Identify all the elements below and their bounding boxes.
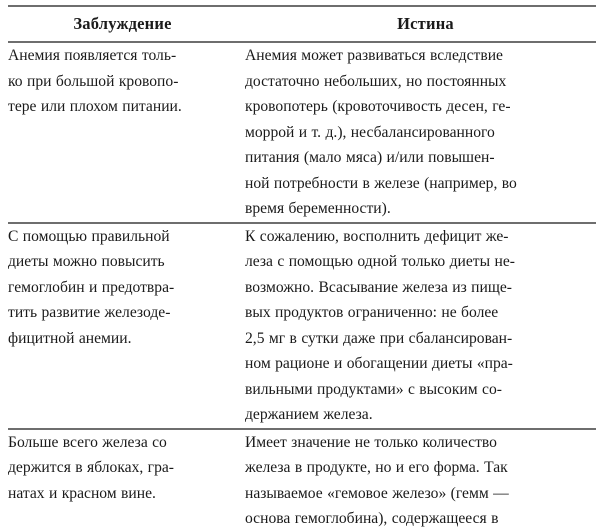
misconceptions-truth-table — [8, 5, 596, 532]
cell-text — [245, 43, 596, 222]
text-line: Имеет значение не только количество — [245, 433, 497, 451]
text-line: гемоглобин и предотвра- — [8, 278, 175, 296]
table-header-row — [8, 7, 596, 41]
text-line: вильными продуктами» с высоким со- — [245, 380, 502, 398]
text-line: тере или плохом питании. — [8, 98, 182, 115]
text-line: держится в яблоках, гра- — [8, 459, 174, 476]
cell-truth — [245, 430, 596, 532]
cell-misconception — [8, 224, 245, 428]
text-line: леза с помощью одной только диеты не- — [245, 253, 515, 270]
text-line: К сожалению, восполнить дефицит же- — [245, 227, 509, 245]
table-row — [8, 224, 596, 428]
text-line: Анемия может развиваться вследствие — [245, 47, 503, 64]
text-line: ном рационе и обогащении диеты «пра- — [245, 355, 513, 372]
text-line: фицитной анемии. — [8, 329, 132, 347]
text-line: ной потребности в железе (например, во — [245, 174, 517, 192]
text-line: держанием железа. — [245, 406, 373, 423]
cell-text — [8, 43, 245, 120]
text-line: железа в продукте, но и его форма. Так — [245, 459, 508, 476]
text-line: ко при большой кровопо- — [8, 72, 179, 90]
text-line: называемое «гемовое железо» (гемм — — [245, 484, 509, 502]
text-line: время беременности). — [245, 200, 391, 217]
text-line: кровопотерь (кровоточивость десен, ге- — [245, 98, 511, 115]
text-line: вых продуктов ограниченно: не более — [245, 304, 499, 321]
column-header-misconception: Заблуждение — [73, 14, 172, 33]
table-row — [8, 430, 596, 532]
cell-text — [8, 224, 245, 352]
text-line: моррой и т. д.), несбалансированного — [245, 123, 495, 141]
text-line: возможно. Всасывание железа из пище- — [245, 278, 512, 296]
text-line: достаточно небольших, но постоянных — [245, 72, 507, 90]
text-line: Анемия появляется толь- — [8, 47, 177, 64]
cell-text — [245, 430, 596, 532]
text-line: С помощью правильной — [8, 227, 170, 245]
column-header-truth: Истина — [397, 14, 454, 33]
text-line: питания (мало мяса) и/или повышен- — [245, 149, 495, 166]
cell-truth — [245, 224, 596, 428]
text-line: 2,5 мг в сутки даже при сбалансирован- — [245, 329, 513, 347]
cell-truth — [245, 43, 596, 222]
text-line: диеты можно повысить — [8, 253, 165, 270]
text-line: основа гемоглобина), содержащееся в — [245, 510, 499, 527]
text-line: Больше всего железа со — [8, 433, 167, 451]
table-row — [8, 43, 596, 222]
cell-misconception — [8, 430, 245, 532]
cell-text — [245, 224, 596, 428]
text-line: натах и красном вине. — [8, 484, 156, 502]
text-line: тить развитие железоде- — [8, 304, 171, 321]
cell-misconception — [8, 43, 245, 222]
